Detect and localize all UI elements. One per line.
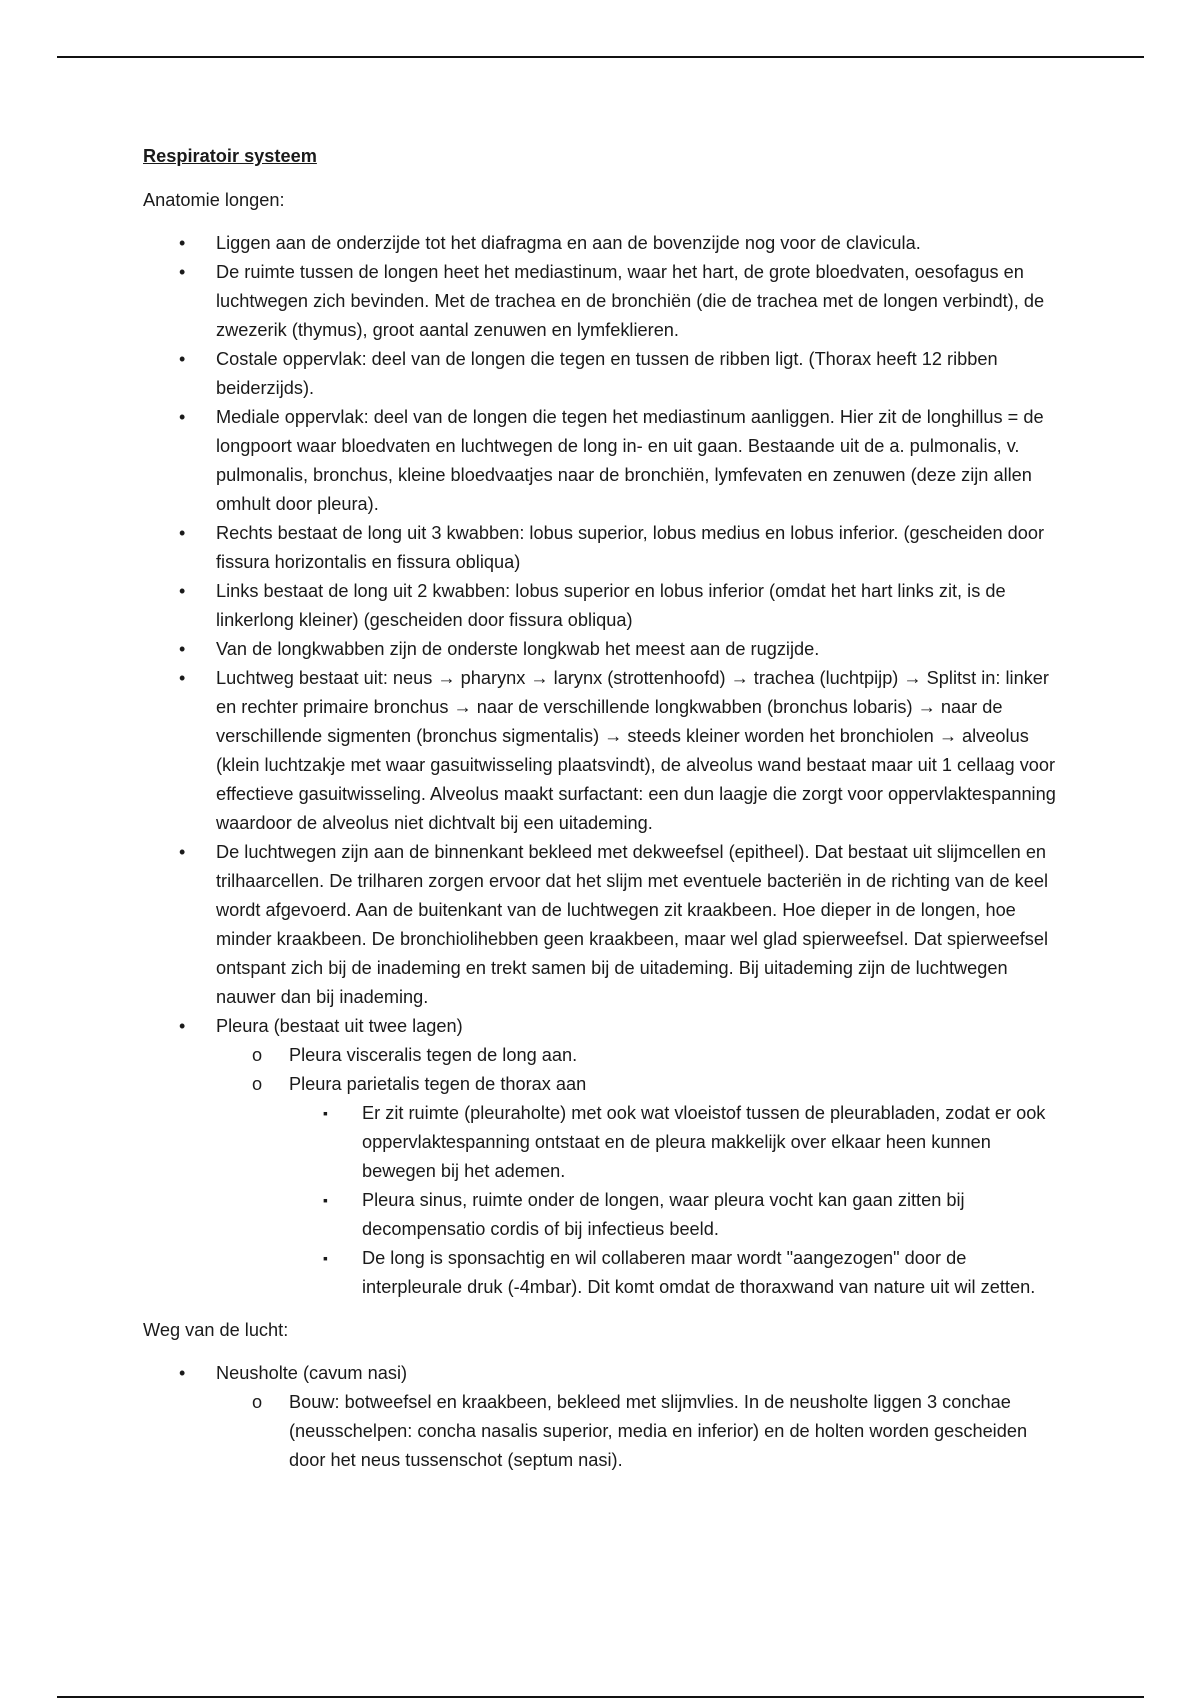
- list-item: • Liggen aan de onderzijde tot het diafragma en aan de bovenzijde nog voor de clavicula.: [143, 229, 1063, 258]
- pleura-detail-list: [289, 1099, 1063, 1302]
- list-item: • Costale oppervlak: deel van de longen die tegen en tussen de ribben ligt. (Thorax heeft 12 ribben beiderzijds).: [143, 345, 1063, 403]
- neusholte-sublist: [216, 1388, 1063, 1475]
- header-rule: [57, 56, 1144, 58]
- list-item: • Rechts bestaat de long uit 3 kwabben: lobus superior, lobus medius en lobus inferior. (gescheiden door fissura horizontalis en fissura obliqua): [143, 519, 1063, 577]
- document-title: Respiratoir systeem: [143, 146, 317, 166]
- list-item: • De luchtwegen zijn aan de binnenkant bekleed met dekweefsel (epitheel). Dat bestaat uit slijmcellen en trilhaarcellen. De trilharen zorgen ervoor dat het slijm met eventuele bacteriën in de richting van de keel wordt afgevoerd. Aan de buitenkant van de luchtwegen zit kraakbeen. Hoe dieper in de longen, hoe minder kraakbeen. De bronchiolihebben geen kraakbeen, maar wel glad spierweefsel. Dat spierweefsel ontspant zich bij de inademing en trekt samen bij de uitademing. Bij uitademing zijn de luchtwegen nauwer dan bij inademing.: [143, 838, 1063, 1012]
- detail-item: ▪ Er zit ruimte (pleuraholte) met ook wat vloeistof tussen de pleurabladen, zodat er ook oppervlaktespanning ontstaat en de pleura makkelijk over elkaar heen kunnen bewegen bij het ademen.: [289, 1099, 1063, 1186]
- weg-list: [143, 1359, 1063, 1475]
- pleura-label: Pleura (bestaat uit twee lagen): [216, 1016, 463, 1036]
- list-item: • De ruimte tussen de longen heet het mediastinum, waar het hart, de grote bloedvaten, oesofagus en luchtwegen zich bevinden. Met de trachea en de bronchiën (die de trachea met de longen verbindt), de zwezerik (thymus), groot aantal zenuwen en lymfeklieren.: [143, 258, 1063, 345]
- list-item: • Mediale oppervlak: deel van de longen die tegen het mediastinum aanliggen. Hier zit de longhillus = de longpoort waar bloedvaten en luchtwegen de long in- en uit gaan. Bestaande uit de a. pulmonalis, v. pulmonalis, bronchus, kleine bloedvaatjes naar de bronchiën, lymfevaten en zenuwen (deze zijn allen omhult door pleura).: [143, 403, 1063, 519]
- footer-rule: [57, 1696, 1144, 1698]
- list-item-pleura: [143, 1012, 1063, 1302]
- sub-list-item: [216, 1070, 1063, 1302]
- list-item: [143, 1359, 1063, 1475]
- list-item: • Luchtweg bestaat uit: neus → pharynx → larynx (strottenhoofd) → trachea (luchtpijp) → Splitst in: linker en rechter primaire bronchus → naar de verschillende longkwabben (bronchus lobaris) → naar de verschillende sigmenten (bronchus sigmentalis) → steeds kleiner worden het bronchiolen → alveolus (klein luchtzakje met waar gasuitwisseling plaatsvindt), de alveolus wand bestaat maar uit 1 cellaag voor effectieve gasuitwisseling. Alveolus maakt surfactant: een dun laagje die zorgt voor oppervlaktespanning waardoor de alveolus niet dichtvalt bij een uitademing.: [143, 664, 1063, 838]
- sub-list-item: o Bouw: botweefsel en kraakbeen, bekleed met slijmvlies. In de neusholte liggen 3 conchae (neusschelpen: concha nasalis superior, media en inferior) en de holten worden gescheiden door het neus tussenschot (septum nasi).: [216, 1388, 1063, 1475]
- anatomie-list: [143, 229, 1063, 1302]
- sub-list-item-text: Pleura parietalis tegen de thorax aan: [289, 1074, 587, 1094]
- detail-item: ▪ Pleura sinus, ruimte onder de longen, waar pleura vocht kan gaan zitten bij decompensatio cordis of bij infectieus beeld.: [289, 1186, 1063, 1244]
- section-label-anatomie: Anatomie longen:: [143, 190, 285, 210]
- document-body: [143, 142, 1063, 1489]
- section-label-weg: Weg van de lucht:: [143, 1320, 289, 1340]
- sub-list-item: o Pleura visceralis tegen de long aan.: [216, 1041, 1063, 1070]
- list-item-text: Neusholte (cavum nasi): [216, 1363, 408, 1383]
- pleura-sublist: [216, 1041, 1063, 1302]
- detail-item: ▪ De long is sponsachtig en wil collaberen maar wordt "aangezogen" door de interpleurale druk (-4mbar). Dit komt omdat de thoraxwand van nature uit wil zetten.: [289, 1244, 1063, 1302]
- list-item: • Links bestaat de long uit 2 kwabben: lobus superior en lobus inferior (omdat het hart links zit, is de linkerlong kleiner) (gescheiden door fissura obliqua): [143, 577, 1063, 635]
- list-item: • Van de longkwabben zijn de onderste longkwab het meest aan de rugzijde.: [143, 635, 1063, 664]
